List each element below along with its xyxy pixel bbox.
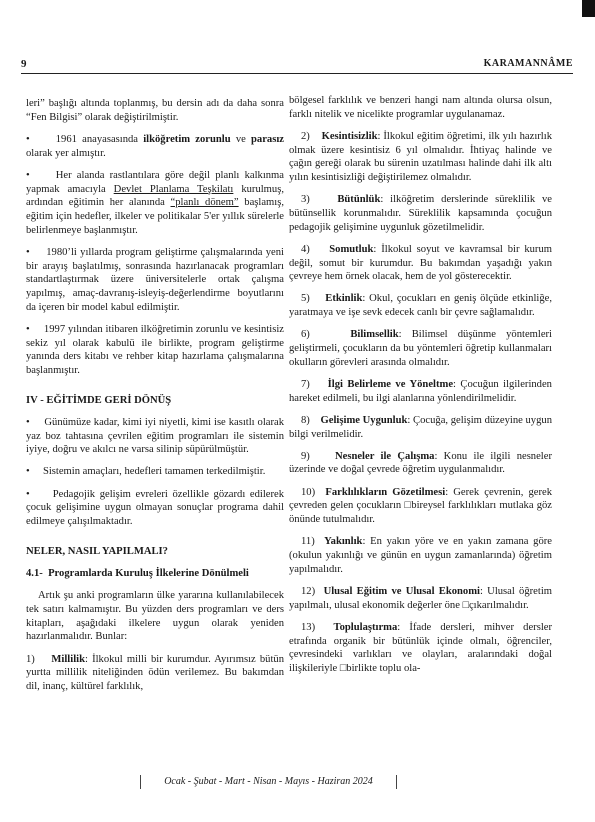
- page-number: 9: [21, 58, 27, 70]
- section-heading: NELER, NASIL YAPILMALI?: [26, 545, 168, 557]
- bullet-item: • Her alanda rastlantılara göre değil planlı kalkınma yapmak amacıyla Devlet Planlama Teşkilatı kurulmuş, ardından eğitimin her alanında “planlı dönem” başlamış, eğitim için hedefler, ilkeler ve politikalar 5'er yıllık sürelerle belirlenmeye başlanmıştır.: [26, 169, 285, 236]
- corner-tab: [582, 0, 595, 17]
- list-item: 7) İlgi Belirleme ve Yöneltme: Çocuğun ilgilerinden hareket edilmeli, bu ilgi alanlarına yönlendirilmelidir.: [289, 378, 552, 404]
- bullet-item: • 1997 yılından itibaren ilköğretimin zorunlu ve kesintisiz sekiz yıl olarak kabulü ile birlikte, program geliştirme yanında ders kitabı ve rehber kitap hazırlama çalışmalarına başlanmıştır.: [26, 323, 284, 376]
- header-rule: [21, 73, 573, 74]
- list-item: 8) Gelişime Uygunluk: Çocuğa, gelişim düzeyine uygun bilgi verilmelidir.: [289, 414, 552, 440]
- list-item: 6) Bilimsellik: Bilimsel düşünme yöntemleri geliştirmeli, çocukların da bu yöntemleri öğretip kullanmaları okulların görevleri arasında olmalıdır.: [289, 329, 553, 368]
- bullet-item: • Pedagojik gelişim evreleri özellikle gözardı edilerek çocuk gelişimine uygun olmayan sonuçlar programa dahil edilmeye çalışılmaktadır.: [26, 488, 284, 528]
- bullet-item: • Günümüze kadar, kimi iyi niyetli, kimi ise kasıtlı olarak yaz boz tahtasına çevrilen eğitim programları ile sistemin iyiye, doğru ve akılcı ne varsa silinip süpürülmüştür.: [26, 416, 284, 456]
- list-item: 10) Farklılıkların Gözetilmesi: Gerek çevrenin, gerek çevreden gelen çocukların □bireysel farklılıkları mutlaka göz önünde tutulmalıdır.: [289, 486, 552, 526]
- list-item: 11) Yakınlık: En yakın yöre ve en yakın zamana göre (okulun yakınlığı ve günün en uygun zamanlarında) öğretim yapılmalıdır.: [289, 536, 552, 575]
- bullet-item: • 1980’li yıllarda program geliştirme çalışmalarında yeni bir arayış başlatılmış, sonrasında hazırlanacak programları standartlaştırmak üzere üniversitelerle ortak çalışma yapılmış, amaç-davranış-isleyiş-değerlendirme boyutlarını da içeren bir model kabul edilmiştir.: [26, 246, 284, 313]
- page-footer: Ocak - Şubat - Mart - Nisan - Mayıs - Haziran 2024: [140, 775, 397, 789]
- bullet-item: • 1961 anayasasında ilköğretim zorunlu ve parasız olarak yer almıştır.: [26, 133, 284, 159]
- paragraph: Artık şu anki programların ülke yararına kullanılabilecek tek satırı kalmamıştır. Bu yüzden ders programları ve ders kitapları, aşağıdaki ilkelere uygun olarak yeniden hazırlanmalıdır. Bunlar:: [26, 590, 284, 643]
- right-column: [289, 94, 552, 684]
- list-item: 12) Ulusal Eğitim ve Ulusal Ekonomi: Ulusal öğretim yapılmalı, ulusal ekonomik değerler öne □çıkarılmalıdır.: [289, 585, 553, 611]
- list-item: 9) Nesneler ile Çalışma: Konu ile ilgili nesneler üzerinde ve doğal çevrede öğretim uygulanmalıdır.: [289, 450, 552, 476]
- paragraph: leri” başlığı altında toplanmış, bu dersin adı da daha sonra “Fen Bilgisi” olarak değiştirilmiştir.: [26, 98, 284, 123]
- list-item: 4) Somutluk: İlkokul soyut ve kavramsal bir kurum değil, somut bir kurumdur. Bu bakımdan yaşadığı yakın çevreye hem örnek olacak, hem de yol gösterecektir.: [289, 243, 553, 283]
- page-header: [21, 58, 573, 72]
- list-item: 3) Bütünlük: ilköğretim derslerinde süreklilik ve bütünsellik korunmalıdır. Süreklilik kapsamında çocuğun pedagojik gelişimine uygunluk gözetilmelidir.: [289, 194, 553, 233]
- list-item: 2) Kesintisizlik: İlkokul eğitim öğretimi, ilk yılı hazırlık olmak üzere kesintisiz 6 yıl olmalıdır. İhtiyaç halinde ve çağın gereği olarak bu sürenin uzatılması halinde dahi ilk altı yılın kesintisizliği değiştirilemez olmalıdır.: [289, 130, 552, 184]
- running-title: KARAMANNÂME: [483, 58, 573, 69]
- paragraph: bölgesel farklılık ve benzeri hangi nam altında olursa olsun, farklı nitelik ve nicelikte programlar uygulanamaz.: [289, 95, 552, 120]
- list-item: 13) Toplulaştırma: İfade dersleri, mihver dersler etrafında organik bir bütünlük içinde olmalı, öğrenciler, çevresindeki varlıkları ve olayları, aralarındaki doğal ilişkileriyle □birlikte toplu ola-: [289, 621, 553, 674]
- bullet-item: • Sistemin amaçları, hedefleri tamamen terkedilmiştir.: [26, 466, 266, 478]
- list-item: 5) Etkinlik: Okul, çocukları en geniş ölçüde etkinliğe, yaratmaya ve işe sevk edecek canlı bir çevre sağlamalıdır.: [289, 293, 552, 319]
- section-heading: IV - EĞİTİMDE GERİ DÖNÜŞ: [26, 394, 172, 406]
- left-column: [26, 97, 284, 702]
- subsection-heading: 4.1- Programlarda Kuruluş İlkelerine Dönülmeli: [26, 567, 249, 579]
- list-item: 1) Millilik: İlkokul milli bir kurumdur. Ayırımsız bütün yurtta millilik niteliğinden ödün verilemez. Bu bakımdan dil, inanç, kültürel farklılık,: [26, 653, 284, 692]
